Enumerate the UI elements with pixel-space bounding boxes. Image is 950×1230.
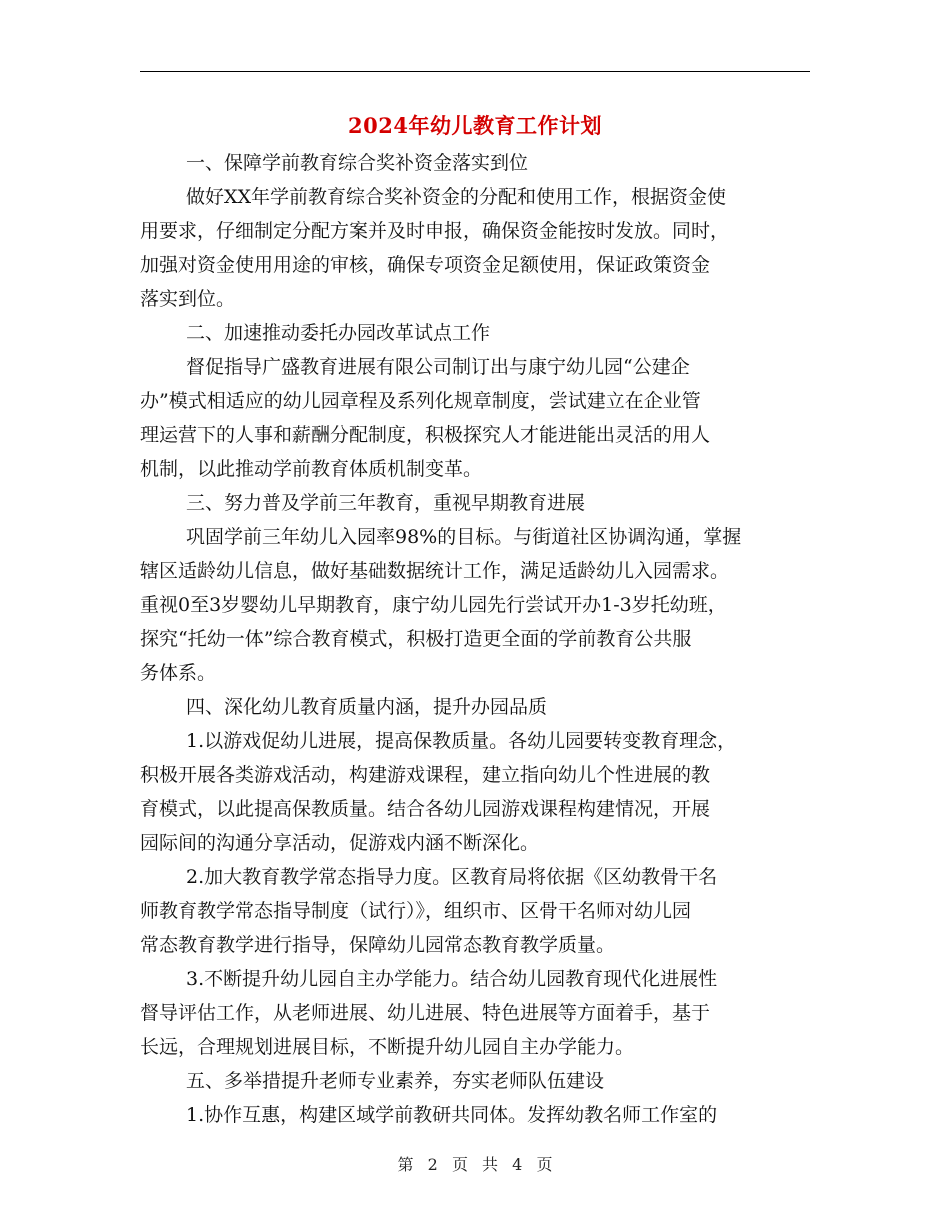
text-line: 落实到位。 [140,288,236,310]
text-line: 机制，以此推动学前教育体质机制变革。 [140,458,483,480]
footer-total-pages: 4 [512,1155,523,1174]
text-line: 督促指导广盛教育进展有限公司制订出与康宁幼儿园“公建企 [186,356,690,378]
text-line: 3.不断提升幼儿园自主办学能力。结合幼儿园教育现代化进展性 [186,968,718,990]
text-line: 常态教育教学进行指导，保障幼儿园常态教育教学质量。 [140,934,616,956]
text-line: 1.以游戏促幼儿进展，提高保教质量。各幼儿园要转变教育理念， [186,730,737,752]
text-line: 育模式，以此提高保教质量。结合各幼儿园游戏课程构建情况，开展 [140,798,711,820]
page-footer [0,1152,950,1175]
text-line: 办”模式相适应的幼儿园章程及系列化规章制度，尝试建立在企业管 [140,390,701,412]
text-line: 一、保障学前教育综合奖补资金落实到位 [186,152,529,174]
footer-page-word: 页 [451,1155,468,1174]
text-line: 二、加速推动委托办园改革试点工作 [186,322,491,344]
text-line: 加强对资金使用用途的审核，确保专项资金足额使用，保证政策资金 [140,254,711,276]
document-body [140,146,820,1132]
footer-prefix: 第 [397,1155,414,1174]
text-line: 务体系。 [140,662,217,684]
text-line: 四、深化幼儿教育质量内涵，提升办园品质 [186,696,548,718]
text-line: 五、多举措提升老师专业素养，夯实老师队伍建设 [186,1070,605,1092]
text-line: 积极开展各类游戏活动，构建游戏课程，建立指向幼儿个性进展的教 [140,764,711,786]
footer-total-word: 共 [482,1155,499,1174]
text-line: 1.协作互惠，构建区域学前教研共同体。发挥幼教名师工作室的 [186,1104,718,1126]
text-line: 理运营下的人事和薪酬分配制度，积极探究人才能进能出灵活的用人 [140,424,711,446]
text-line: 重视0至3岁婴幼儿早期教育，康宁幼儿园先行尝试开办1-3岁托幼班， [140,594,727,616]
text-line: 师教育教学常态指导制度（试行）》，组织市、区骨干名师对幼儿园 [140,900,692,922]
footer-suffix: 页 [536,1155,553,1174]
footer-current-page: 2 [427,1155,438,1174]
text-line: 巩固学前三年幼儿入园率98%的目标。与街道社区协调沟通，掌握 [186,526,742,548]
text-line: 辖区适龄幼儿信息，做好基础数据统计工作，满足适龄幼儿入园需求。 [140,560,730,582]
text-line: 三、努力普及学前三年教育，重视早期教育进展 [186,492,586,514]
header-rule [140,71,810,72]
text-line: 用要求，仔细制定分配方案并及时申报，确保资金能按时发放。同时， [140,220,730,242]
document-title: 2024年幼儿教育工作计划 [348,113,602,138]
text-line: 2.加大教育教学常态指导力度。区教育局将依据《区幼教骨干名 [186,866,718,888]
text-line: 督导评估工作，从老师进展、幼儿进展、特色进展等方面着手，基于 [140,1002,711,1024]
text-line: 园际间的沟通分享活动，促游戏内涵不断深化。 [140,832,540,854]
text-line: 长远，合理规划进展目标，不断提升幼儿园自主办学能力。 [140,1036,635,1058]
text-line: 探究“托幼一体”综合教育模式，积极打造更全面的学前教育公共服 [140,628,692,650]
text-line: 做好XX年学前教育综合奖补资金的分配和使用工作，根据资金使 [186,186,727,208]
